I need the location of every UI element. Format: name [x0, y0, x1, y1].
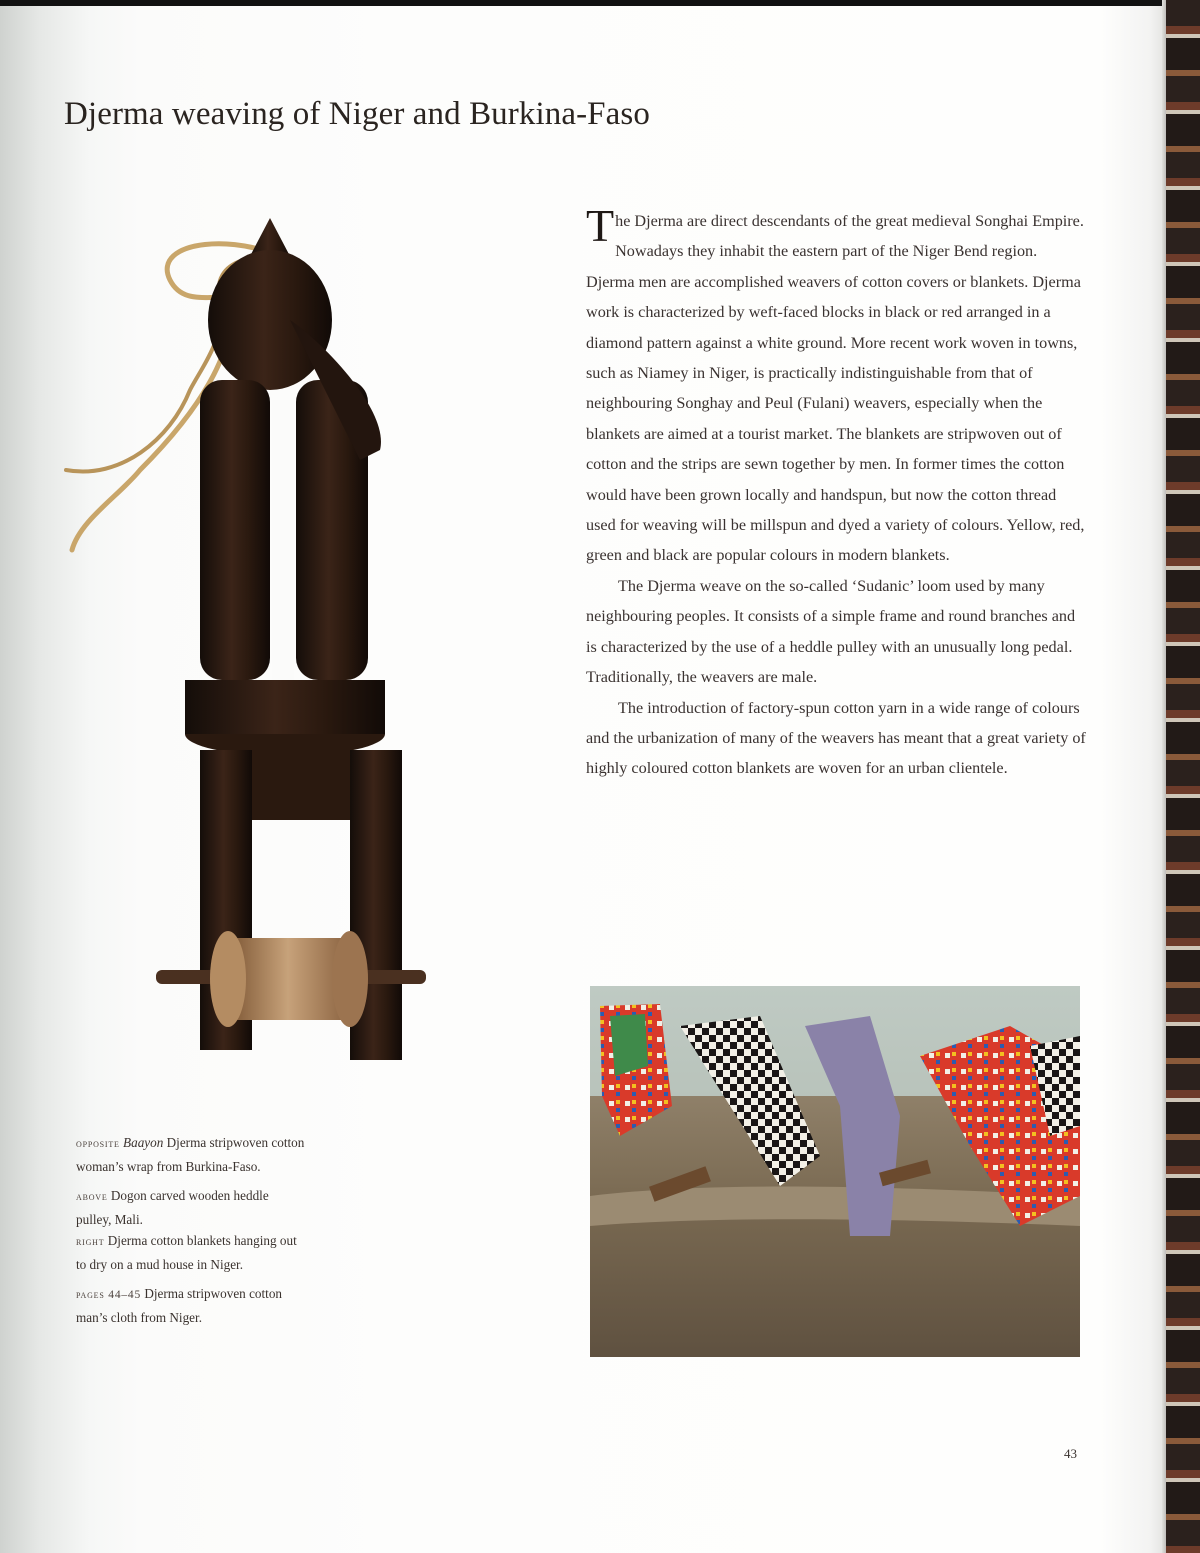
paragraph-2: The Djerma weave on the so-called ‘Sudanic’ loom used by many neighbouring peoples. It consists of a simple frame and round branches and is characterized by the use of a heddle pulley with an unusually long pedal. Traditionally, the weavers are male. [586, 576, 1076, 687]
page-number: 43 [1064, 1446, 1077, 1461]
caption-above-text: Dogon carved wooden heddle pulley, Mali. [76, 1188, 269, 1227]
page-title: Djerma weaving of Niger and Burkina-Faso [64, 96, 650, 132]
caption-opposite-italic: Baayon [123, 1135, 164, 1150]
heddle-pulley-image [60, 210, 480, 1080]
caption-above [76, 1185, 306, 1230]
caption-above-label: above [76, 1191, 108, 1203]
caption-opposite-text: Djerma stripwoven cotton woman’s wrap from Burkina-Faso. [76, 1135, 305, 1174]
caption-pages-text: Djerma stripwoven cotton man’s cloth from Niger. [76, 1286, 283, 1325]
caption-opposite-label: opposite [76, 1138, 120, 1150]
paragraph-1-text: he Djerma are direct descendants of the great medieval Songhai Empire. Nowadays they inhabit the eastern part of the Niger Bend region. Djerma men are accomplished weavers of cotton covers or blankets. Djerma work is characterized by weft-faced blocks in black or red arranged in a diamond pattern against a white ground. More recent work woven in towns, such as Niamey in Niger, is practically indistinguishable from that of neighbouring Songhay and Peul (Fulani) weavers, especially when the blankets are aimed at a tourist market. The blankets are stripwoven out of cotton and the strips are sewn together by men. In former times the cotton would have been grown locally and handspun, but now the cotton thread used for weaving will be millspun and dyed a variety of colours. Yellow, red, green and black are popular colours in modern blankets. [586, 212, 1085, 565]
drop-cap: T [586, 200, 615, 251]
caption-right [76, 1230, 306, 1275]
book-spine [1166, 0, 1200, 1553]
caption-pages-label: pages 44–45 [76, 1289, 142, 1301]
caption-opposite [76, 1132, 306, 1177]
paragraph-3: The introduction of factory-spun cotton yarn in a wide range of colours and the urbanization of many of the weavers has meant that a great variety of highly coloured cotton blankets are woven for an urban clientele. [586, 698, 1086, 778]
captions [76, 1132, 306, 1336]
blankets-photo [590, 986, 1080, 1357]
caption-pages [76, 1283, 306, 1328]
body-text [586, 200, 1086, 784]
caption-right-text: Djerma cotton blankets hanging out to dry on a mud house in Niger. [76, 1233, 297, 1272]
paragraph-1 [586, 200, 1086, 571]
caption-right-label: right [76, 1236, 105, 1248]
